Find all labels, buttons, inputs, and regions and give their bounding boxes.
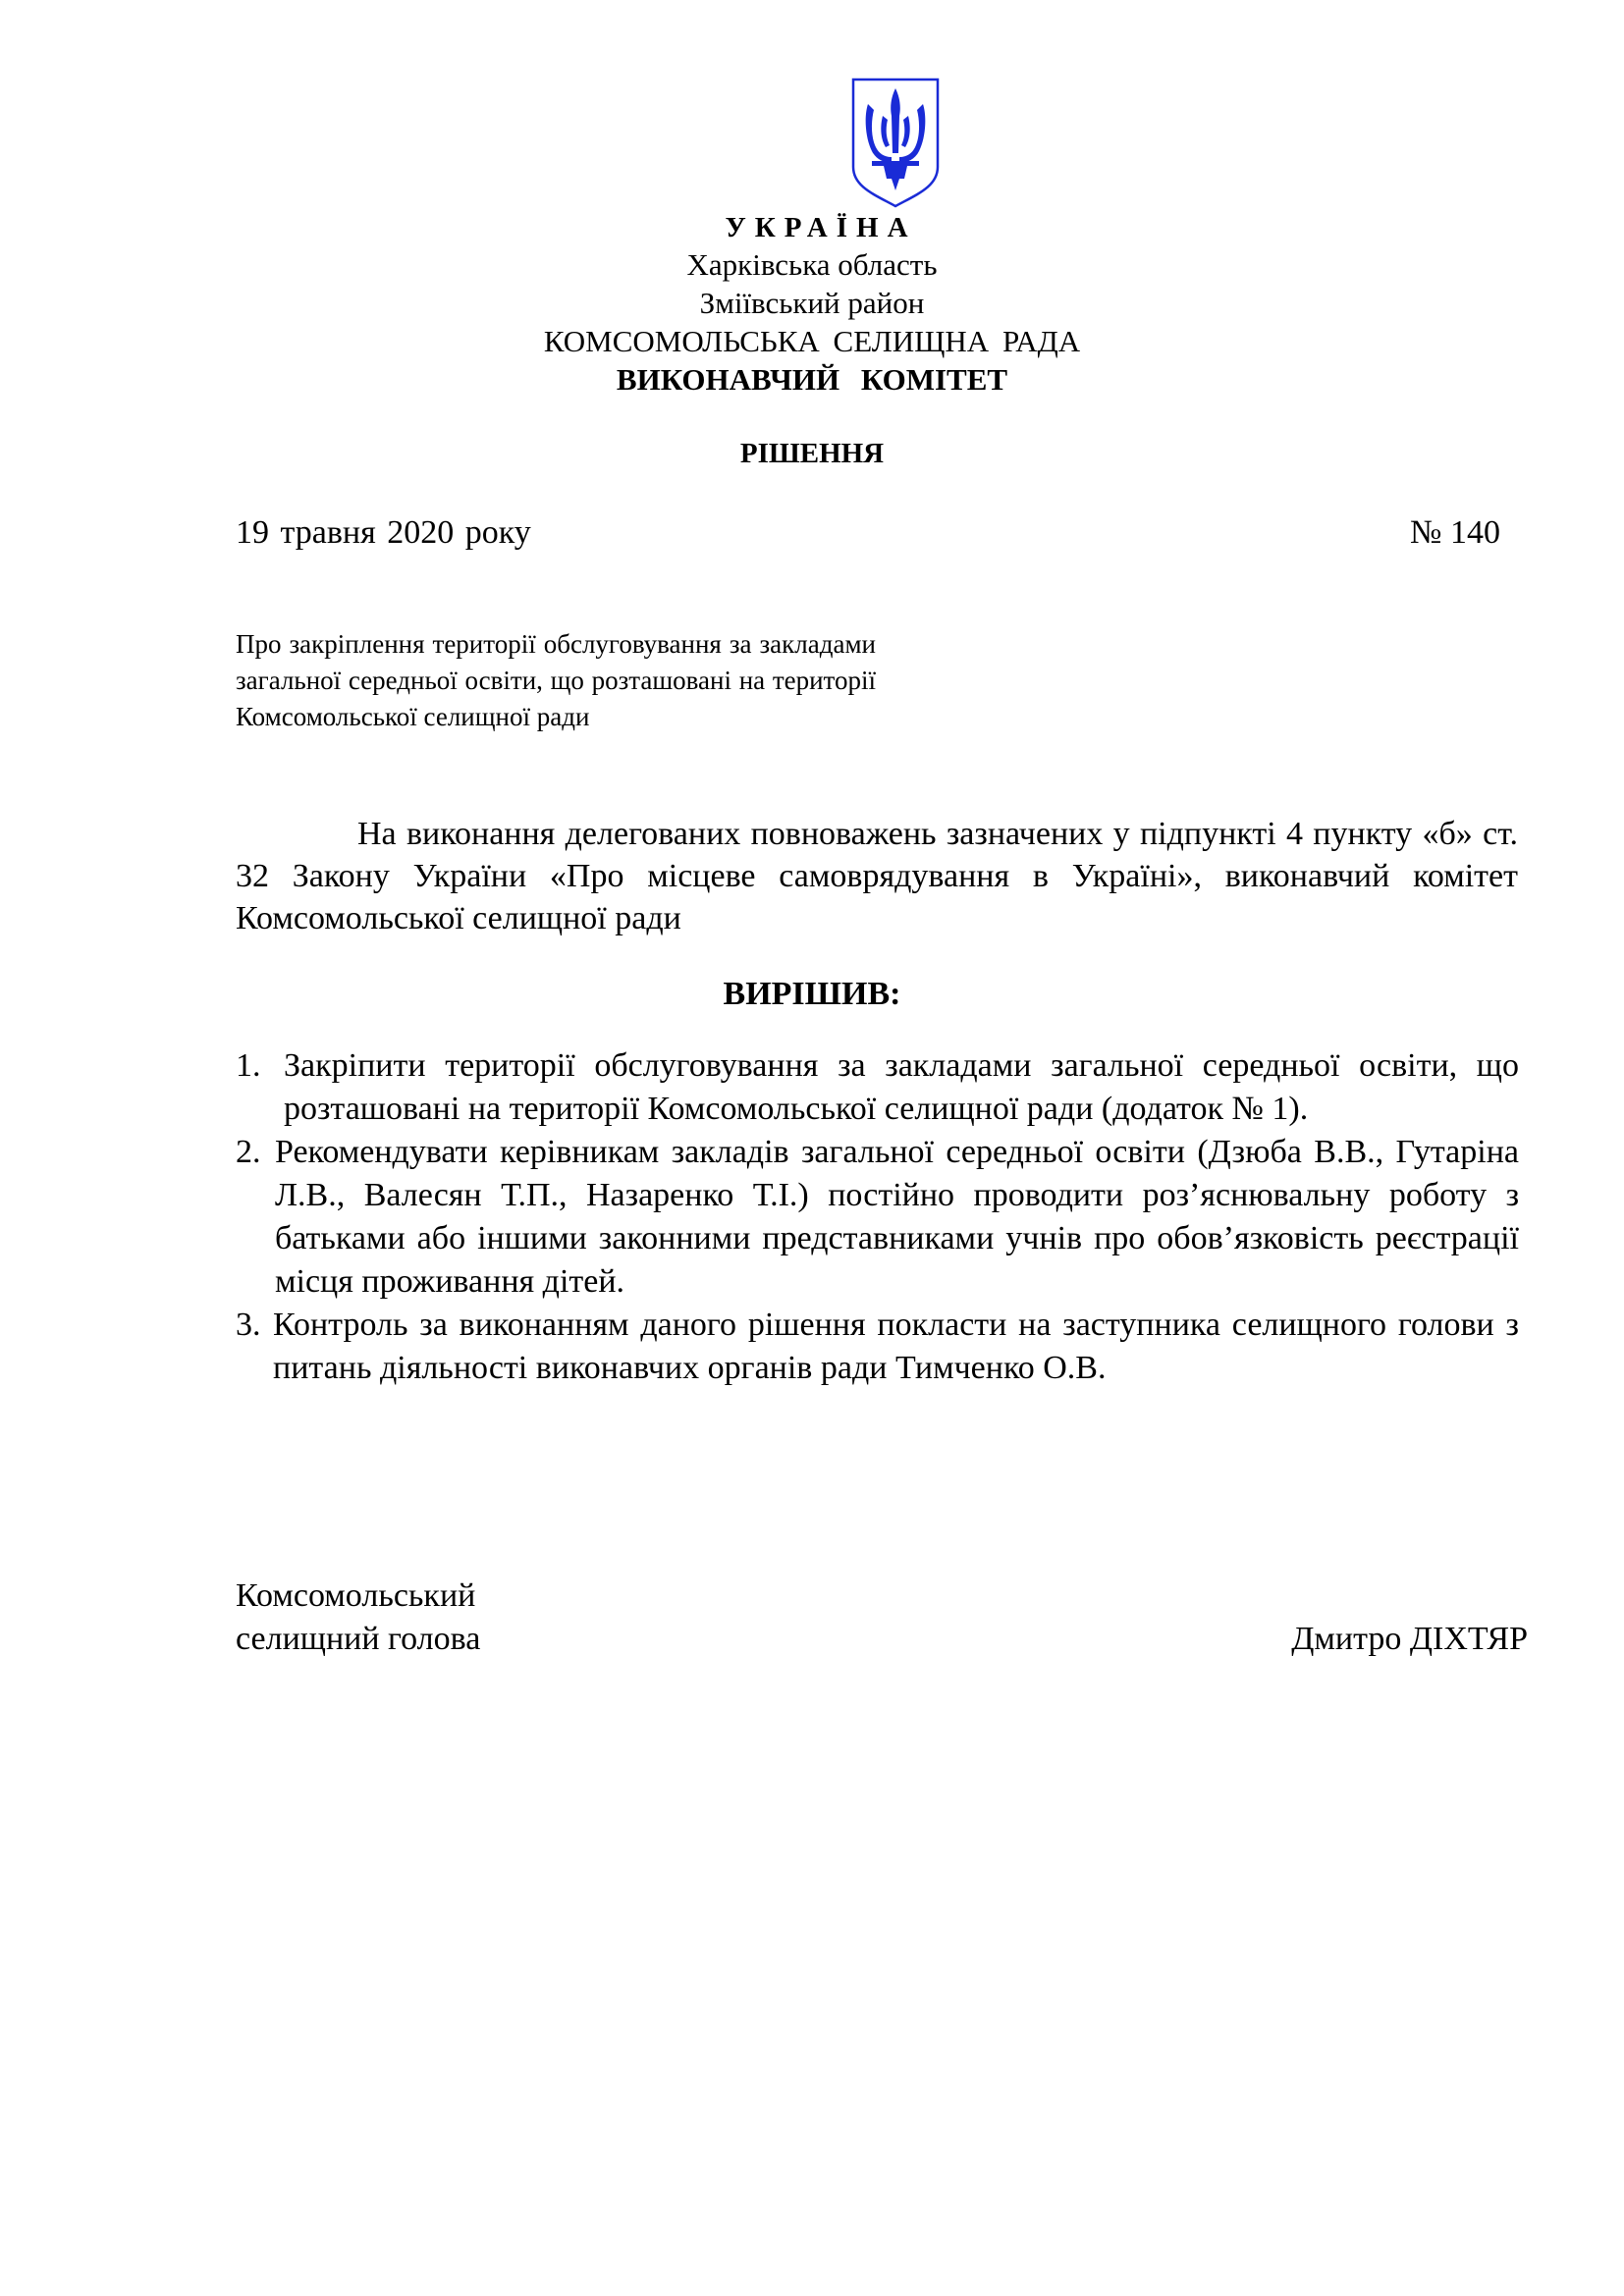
decision-text: Рекомендувати керівникам закладів загальної середньої освіти (Дзюба В.В., Гутаріна Л.В., Валесян Т.П., Назаренко Т.І.) постійно проводити роз’яснювальну роботу з батьками або іншими законними представниками учнів про обов’язковість реєстрації місця проживання дітей. <box>275 1134 1519 1300</box>
decision-list <box>236 1044 1557 1390</box>
signatory-title-line: селищний голова <box>236 1621 481 1657</box>
document-number: № 140 <box>1410 514 1500 551</box>
signatory-title <box>236 1575 480 1661</box>
decision-number: 2. <box>236 1134 261 1170</box>
document-type-heading: РІШЕННЯ <box>739 438 885 469</box>
decision-text: Контроль за виконанням даного рішення покласти на заступника селищного голови з питань діяльності виконавчих органів ради Тимченко О.В. <box>273 1307 1519 1386</box>
country-heading: УКРАЇНА <box>725 212 917 243</box>
document-date: 19 травня 2020 року <box>236 514 531 551</box>
signatory-title-line: Комсомольський <box>236 1577 476 1614</box>
decision-item <box>236 1044 1519 1131</box>
decision-number: 3. <box>236 1307 261 1343</box>
decision-text: Закріпити території обслуговування за закладами загальної середньої освіти, що розташовані на території Комсомольської селищної ради (додаток № 1). <box>284 1047 1519 1127</box>
decision-item <box>236 1131 1519 1304</box>
decision-item <box>236 1304 1519 1390</box>
committee-line: ВИКОНАВЧИЙ КОМІТЕТ <box>616 362 1008 397</box>
document-subject: Про закріплення території обслуговування за закладами загальної середньої освіти, що розташовані на території Комсомольської селищної ради <box>236 629 876 731</box>
decision-number: 1. <box>236 1047 261 1084</box>
signatory-name: Дмитро ДІХТЯР <box>1291 1621 1528 1657</box>
decided-heading: ВИРІШИВ: <box>723 976 901 1012</box>
ukraine-trident-emblem <box>850 77 941 209</box>
preamble-paragraph: На виконання делегованих повноважень зазначених у підпункті 4 пункту «б» ст. 32 Закону України «Про місцеве самоврядування в Україні», виконавчий комітет Комсомольської селищної ради <box>236 816 1518 936</box>
council-line: КОМСОМОЛЬСЬКА СЕЛИЩНА РАДА <box>543 324 1081 358</box>
region-line: Харківська область <box>686 247 938 282</box>
district-line: Зміївський район <box>699 286 925 320</box>
